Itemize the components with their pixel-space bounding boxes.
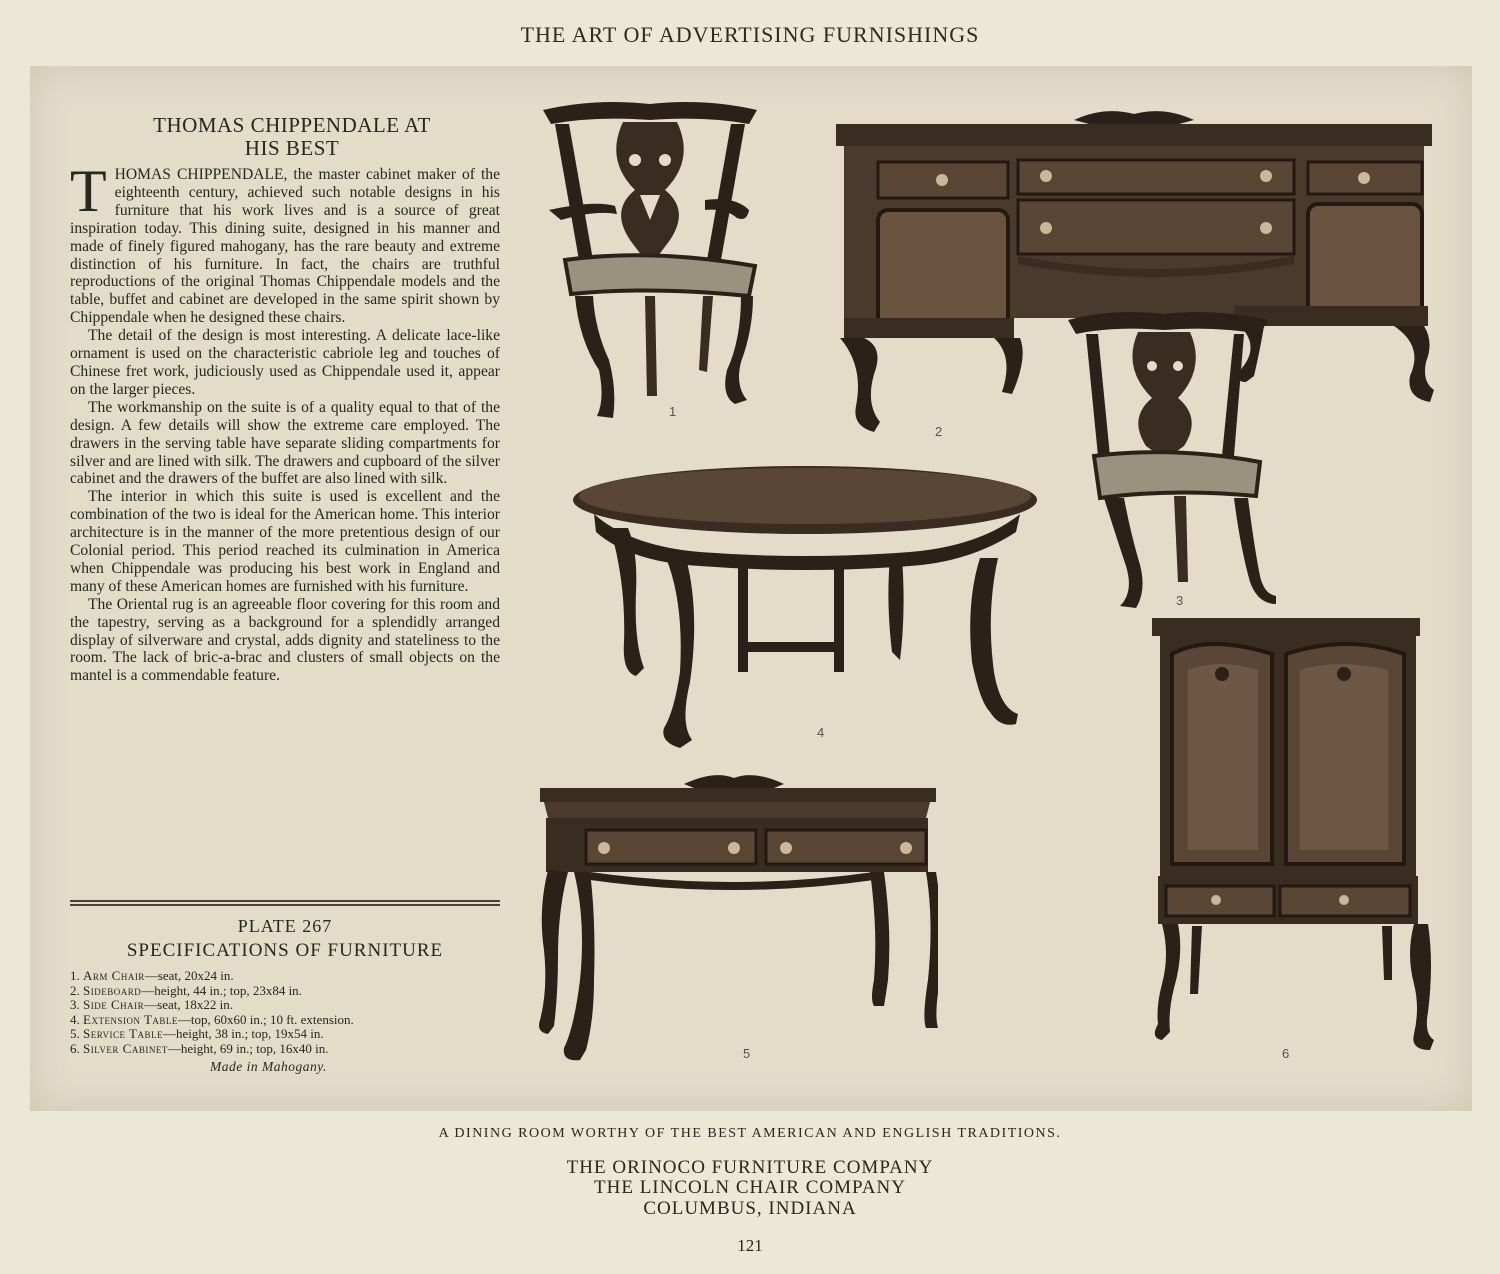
running-head: THE ART OF ADVERTISING FURNISHINGS bbox=[520, 22, 980, 47]
extension-table-image bbox=[570, 462, 1040, 758]
spec-item: 3. Side Chair—seat, 18x22 in. bbox=[70, 997, 233, 1013]
article-paragraph: The workmanship on the suite is of a quality equal to that of the design. A few details will show the extreme care employed. The drawers in the serving table have separate sliding compartments for silver and are lined with silk. The drawers and cupboard of the silver cabinet and the drawers of the buffet are also lined with silk. bbox=[70, 398, 500, 488]
article-paragraph: The Oriental rug is an agreeable floor covering for this room and the tapestry, serving as a background for a splendidly arranged display of silverware and crystal, adds dignity and stateliness to the room. The lack of bric-a-brac and clusters of small objects on the mantel is a commendable feature. bbox=[70, 595, 500, 685]
page-number: 121 bbox=[737, 1236, 763, 1255]
figure-number-4: 4 bbox=[817, 725, 825, 740]
service-table-image bbox=[534, 770, 938, 1066]
side-chair-image bbox=[1064, 306, 1276, 618]
figure-number-3: 3 bbox=[1176, 593, 1184, 608]
spec-item: 5. Service Table—height, 38 in.; top, 19x54 in. bbox=[70, 1026, 324, 1042]
article-title-line1: THOMAS CHIPPENDALE AT bbox=[153, 113, 431, 137]
article-title-line2: HIS BEST bbox=[244, 136, 340, 160]
spec-item: 6. Silver Cabinet—height, 69 in.; top, 16x40 in. bbox=[70, 1040, 329, 1056]
plate-number: PLATE 267 bbox=[237, 916, 333, 936]
spec-item: 4. Extension Table—top, 60x60 in.; 10 ft. extension. bbox=[70, 1011, 354, 1027]
company-line-2: THE LINCOLN CHAIR COMPANY bbox=[594, 1177, 906, 1198]
specifications-title: SPECIFICATIONS OF FURNITURE bbox=[126, 940, 444, 961]
article-title bbox=[84, 114, 500, 160]
figure-number-6: 6 bbox=[1282, 1046, 1290, 1061]
company-line-1: THE ORINOCO FURNITURE COMPANY bbox=[566, 1157, 934, 1178]
article bbox=[70, 114, 500, 685]
spec-item: 2. Sideboard—height, 44 in.; top, 23x84 in. bbox=[70, 982, 302, 998]
figure-number-1: 1 bbox=[669, 404, 677, 419]
specifications bbox=[70, 916, 500, 1075]
figure-number-2: 2 bbox=[935, 424, 943, 439]
plate-caption: A DINING ROOM WORTHY OF THE BEST AMERICAN AND ENGLISH TRADITIONS. bbox=[438, 1126, 1062, 1141]
silver-cabinet-image bbox=[1148, 614, 1436, 1070]
figure-number-5: 5 bbox=[743, 1046, 751, 1061]
article-paragraph: The detail of the design is most interesting. A delicate lace-like ornament is used on the characteristic cabriole leg and touches of Chinese fret work, judiciously used as Chippendale used it, appear on the larger pieces. bbox=[70, 327, 500, 398]
double-rule-divider bbox=[70, 900, 500, 906]
article-paragraph: The interior in which this suite is used is excellent and the combination of the two is ideal for the American home. This interior architecture is in the manner of the more pretentious design of our Colonial period. This period reached its culmination in America when Chippendale was producing his best work in England and many of these American homes are furnished with his furniture. bbox=[70, 488, 500, 595]
article-paragraph: THOMAS CHIPPENDALE, the master cabinet maker of the eighteenth century, achieved such notable designs in his furniture that his work lives and is a source of great inspiration today. This dining suite, designed in his manner and made of finely figured mahogany, has the rare beauty and extreme distinction of his furniture. In fact, the chairs are truthful reproductions of the original Thomas Chippendale models and the table, buffet and cabinet are developed in the same spirit shown by Chippendale when he designed these chairs. bbox=[70, 158, 500, 327]
material-note: Made in Mahogany. bbox=[210, 1058, 327, 1074]
company-location: COLUMBUS, INDIANA bbox=[643, 1198, 857, 1219]
drop-cap: T bbox=[70, 158, 107, 224]
specifications-list bbox=[70, 969, 500, 1057]
article-body bbox=[70, 158, 500, 685]
spec-item: 1. Arm Chair—seat, 20x24 in. bbox=[70, 968, 234, 983]
arm-chair-image bbox=[535, 100, 765, 430]
